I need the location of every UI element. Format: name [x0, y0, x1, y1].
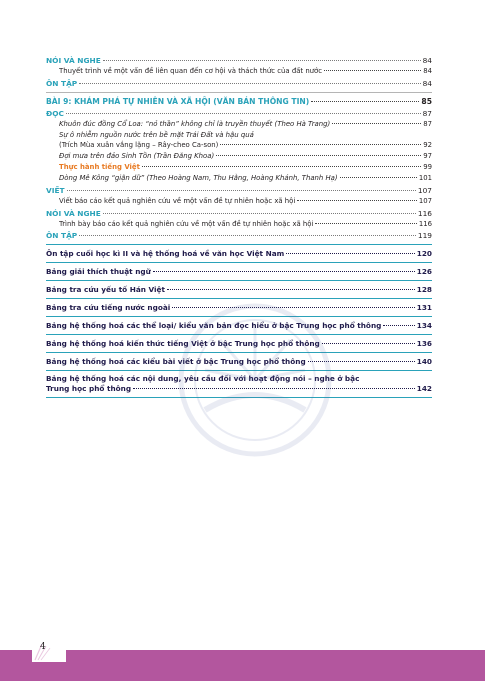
- separator-line: [46, 280, 432, 281]
- toc-entry-title: ĐỌC: [46, 108, 64, 118]
- page-number: 4: [40, 642, 46, 652]
- toc-entry-title: Bảng hệ thống hoá kiến thức tiếng Việt ở bậc Trung học phổ thông: [46, 339, 320, 349]
- toc-entry-title: VIẾT: [46, 185, 65, 195]
- dot-leader: [297, 200, 417, 201]
- toc-entry-title: Trung học phổ thông: [46, 384, 132, 394]
- toc-page-number: 84: [422, 56, 432, 65]
- footer-band: [0, 650, 485, 681]
- tab-decoration-icon: [32, 640, 66, 662]
- toc-entry-sub[interactable]: [46, 162, 432, 173]
- dot-leader: [216, 155, 421, 156]
- toc-entry-title: ÔN TẬP: [46, 78, 78, 88]
- toc-page-number: 142: [416, 384, 432, 394]
- dot-leader: [79, 83, 420, 84]
- dot-leader: [286, 253, 415, 254]
- dot-leader: [142, 166, 421, 167]
- toc-entry-title: Thực hành tiếng Việt: [59, 162, 140, 171]
- toc-entry-main[interactable]: [46, 266, 432, 277]
- separator-line: [46, 92, 432, 93]
- dot-leader: [383, 325, 414, 326]
- dot-leader: [103, 60, 421, 61]
- toc-page-number: 120: [416, 249, 432, 259]
- dot-leader: [324, 70, 421, 71]
- toc-page-number: 85: [421, 96, 432, 106]
- dot-leader: [332, 123, 421, 124]
- dot-leader: [79, 235, 416, 236]
- dot-leader: [103, 213, 416, 214]
- toc-page-number: 84: [423, 67, 432, 75]
- dot-leader: [322, 343, 415, 344]
- toc-entry-item[interactable]: [46, 196, 432, 207]
- toc-entry-title: Ôn tập cuối học kì II và hệ thống hoá về văn học Việt Nam: [46, 249, 285, 259]
- dot-leader: [340, 177, 417, 178]
- toc-entry-title: Bảng hệ thống hoá các kiểu bài viết ở bậc Trung học phổ thông: [46, 357, 306, 367]
- toc-entry-item[interactable]: [46, 140, 432, 151]
- toc-page-number: 92: [423, 141, 432, 150]
- toc-page-number: 131: [416, 303, 432, 313]
- toc-entry-item-ital[interactable]: [46, 151, 432, 162]
- toc-entry-main[interactable]: [46, 284, 432, 295]
- toc-page-number: 107: [417, 185, 432, 195]
- toc-entry-title: Bảng tra cứu yếu tố Hán Việt: [46, 285, 165, 295]
- toc-page-number: 136: [416, 339, 432, 349]
- toc-page-number: 119: [417, 231, 432, 241]
- toc-entry-title: Thuyết trình về một vấn đề liên quan đến cơ hội và thách thức của đất nước: [59, 67, 323, 75]
- toc-entry-heading[interactable]: [46, 186, 432, 196]
- toc-entry-heading[interactable]: [46, 209, 432, 219]
- toc-entry-title: Trình bày báo cáo kết quả nghiên cứu về một vấn đề tự nhiên hoặc xã hội: [59, 219, 314, 228]
- toc-page-number: 87: [423, 119, 432, 128]
- toc-page-number: 128: [416, 285, 432, 295]
- dot-leader: [220, 144, 421, 145]
- toc-entry-heading[interactable]: [46, 109, 432, 119]
- toc-entry-item-ital[interactable]: [46, 130, 432, 141]
- toc-entry-heading[interactable]: [46, 79, 432, 89]
- toc-entry-title: NÓI VÀ NGHE: [46, 56, 101, 65]
- separator-line: [46, 262, 432, 263]
- toc-page-number: 116: [417, 208, 432, 218]
- toc-entry-title: Bảng tra cứu tiếng nước ngoài: [46, 303, 171, 313]
- dot-leader: [67, 190, 416, 191]
- dot-leader: [167, 289, 415, 290]
- toc-entry-heading[interactable]: [46, 56, 432, 66]
- toc-page-number: 99: [423, 162, 432, 171]
- toc-entry-title: (Trích Mùa xuân vắng lặng – Rây-cheo Ca-son): [59, 141, 219, 150]
- toc-entry-title: Bảng giải thích thuật ngữ: [46, 267, 151, 277]
- toc-page-number: 116: [418, 219, 432, 228]
- toc-page-number: 107: [418, 196, 432, 205]
- toc-entry-title: Dòng Mê Kông “giận dữ” (Theo Hoàng Nam, Thu Hằng, Hoàng Khánh, Thanh Hạ): [59, 173, 338, 182]
- toc-page-number: 97: [423, 152, 432, 161]
- toc-entry-title: Bảng hệ thống hoá các thể loại/ kiểu văn bản đọc hiểu ở bậc Trung học phổ thông: [46, 321, 382, 331]
- toc-entry-title: Khuôn đúc đồng Cổ Loa: “nỏ thần” không chỉ là truyền thuyết (Theo Hà Trang): [59, 119, 331, 128]
- separator-line: [46, 244, 432, 245]
- toc-entry-title: BÀI 9: KHÁM PHÁ TỰ NHIÊN VÀ XÃ HỘI (VĂN BẢN THÔNG TIN): [46, 96, 310, 106]
- dot-leader: [66, 113, 421, 114]
- toc-page-number: 87: [422, 108, 432, 118]
- toc-entry-title: Sự ô nhiễm nguồn nước trên bề mặt Trái Đất và hậu quả: [59, 130, 254, 139]
- dot-leader: [315, 223, 416, 224]
- toc-page-number: 126: [416, 267, 432, 277]
- toc-entry-item[interactable]: [46, 66, 432, 77]
- toc-entry-title-line1: Bảng hệ thống hoá các nội dung, yêu cầu đối với hoạt động nói – nghe ở bậc: [46, 374, 360, 384]
- toc-entry-title: NÓI VÀ NGHE: [46, 208, 101, 218]
- toc-entry-item[interactable]: [46, 219, 432, 230]
- toc-entry-heading[interactable]: [46, 231, 432, 241]
- toc-entry-lesson[interactable]: [46, 96, 432, 107]
- toc-entry-item-ital[interactable]: [46, 119, 432, 130]
- toc-page-number: 101: [418, 173, 432, 182]
- dot-leader: [311, 101, 419, 102]
- toc-page-number: 134: [416, 321, 432, 331]
- toc-entry-item-ital[interactable]: [46, 173, 432, 184]
- toc-page-number: 140: [416, 357, 432, 367]
- toc-entry-title: Viết báo cáo kết quả nghiên cứu về một vấn đề tự nhiên hoặc xã hội: [59, 196, 296, 205]
- toc-entry-title: Đợi mưa trên đảo Sinh Tồn (Trần Đăng Khoa): [59, 152, 215, 161]
- toc-page-number: 84: [422, 78, 432, 88]
- toc-entry-main[interactable]: [46, 248, 432, 259]
- toc-entry-title: ÔN TẬP: [46, 231, 78, 241]
- page-number-tab: [32, 640, 66, 662]
- dot-leader: [153, 271, 415, 272]
- watermark-logo: [175, 300, 335, 460]
